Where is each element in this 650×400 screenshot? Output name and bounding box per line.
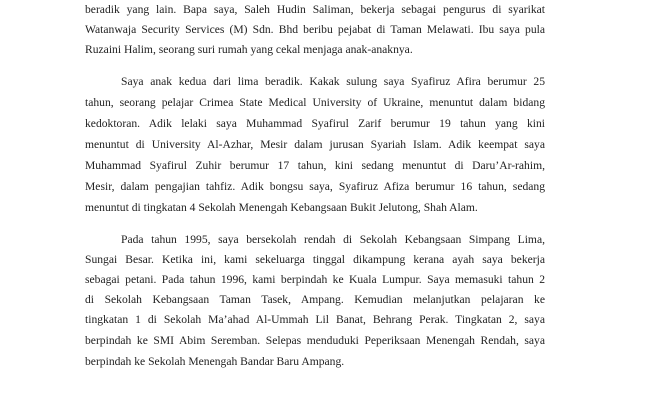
text-line: di Sekolah Kebangsaan Taman Tasek, Ampang. Kemudian melanjutkan pelajaran ke [85,293,545,306]
text-line: berpindah ke Sekolah Menengah Bandar Baru Ampang. [85,355,345,368]
text-line: tingkatan 1 di Sekolah Ma’ahad Al-Ummah Lil Banat, Behrang Perak. Tingkatan 2, saya [85,313,545,326]
text-line: tahun, seorang pelajar Crimea State Medical University of Ukraine, menuntut dalam bidang [85,96,545,109]
text-line: Watanwaja Security Services (M) Sdn. Bhd beribu pejabat di Taman Melawati. Ibu saya pula [85,23,545,36]
text-line: berpindah ke SMI Abim Seremban. Selepas menduduki Peperiksaan Menengah Rendah, saya [85,334,545,347]
text-line: Mesir, dalam pengajian tahfiz. Adik bongsu saya, Syafiruz Afiza berumur 16 tahun, sedang [85,180,545,193]
text-line: menuntut di University Al-Azhar, Mesir dalam jurusan Syariah Islam. Adik keempat saya [85,138,545,151]
text-line: Muhammad Syafirul Zuhir berumur 17 tahun, kini sedang menuntut di Daru’Ar-rahim, [85,159,545,172]
text-line: kedoktoran. Adik lelaki saya Muhammad Syafirul Zarif berumur 19 tahun yang kini [85,117,545,130]
text-line: sebagai petani. Pada tahun 1996, kami berpindah ke Kuala Lumpur. Saya memasuki tahun 2 [85,273,545,286]
text-line: Saya anak kedua dari lima beradik. Kakak sulung saya Syafiruz Afira berumur 25 [121,75,545,88]
text-line: beradik yang lain. Bapa saya, Saleh Hudin Saliman, bekerja sebagai pengurus di syarikat [85,3,545,16]
text-line: Ruzaini Halim, seorang suri rumah yang cekal menjaga anak-anaknya. [85,43,413,56]
text-line: Sungai Besar. Ketika ini, kami sekeluarga tinggal dikampung kerana ayah saya bekerja [85,253,545,266]
text-line: menuntut di tingkatan 4 Sekolah Menengah Kebangsaan Bukit Jelutong, Shah Alam. [85,201,478,214]
text-line: Pada tahun 1995, saya bersekolah rendah di Sekolah Kebangsaan Simpang Lima, [121,233,545,246]
